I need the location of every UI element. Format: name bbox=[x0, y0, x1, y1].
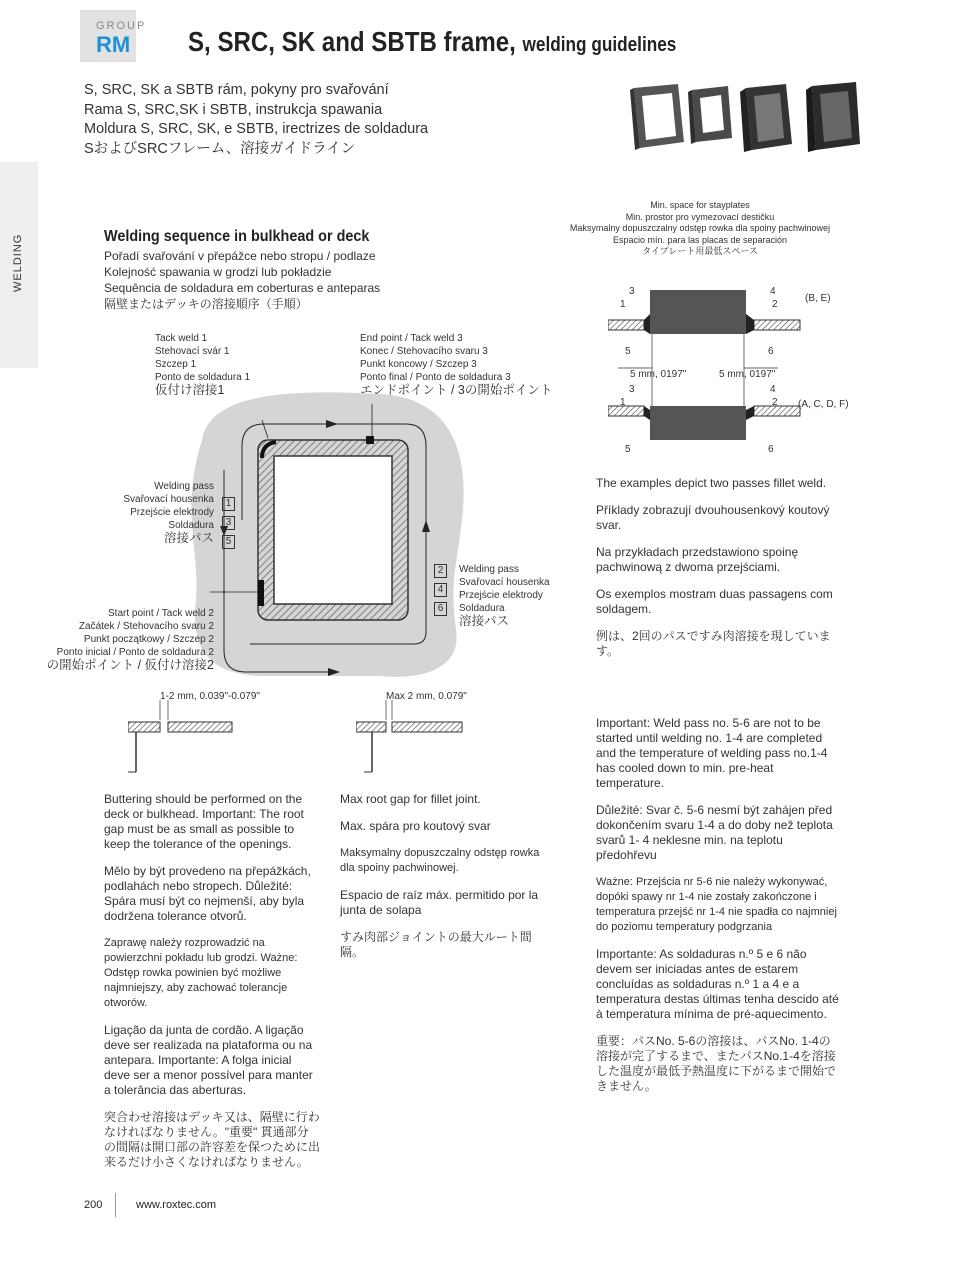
start-line: Ponto inicial / Ponto de soldadura 2 bbox=[56, 647, 214, 658]
col3-paragraph: Důležité: Svar č. 5-6 nesmí být zahájen před dokončením svaru 1-4 a do doby než teplota svarů 1- 4 neklesne min. na teplotu předohřevu bbox=[596, 803, 833, 862]
start-line: Začátek / Stehovacího svaru 2 bbox=[78, 621, 214, 632]
stayplate-labels bbox=[550, 200, 850, 258]
butt-joint-diagram bbox=[128, 696, 238, 776]
column-root-gap bbox=[340, 792, 550, 972]
col2-paragraph: すみ肉部ジョイントの最大ルート間隔。 bbox=[340, 930, 532, 959]
col1-paragraph: Mělo by být provedeno na přepážkách, podlahách nebo stropech. Důležité: Spára musí být co nejmenší, aby byla dodržena tolerance otvorů. bbox=[104, 864, 311, 923]
pass-right-numbers bbox=[434, 564, 447, 616]
pass-number-box: 2 bbox=[434, 564, 447, 578]
intro-translations bbox=[84, 81, 428, 159]
endpoint-line: Ponto final / Ponto de soldadura 3 bbox=[360, 372, 511, 383]
tack-weld-1-labels bbox=[155, 332, 250, 397]
pass-right-line: 溶接パス bbox=[459, 614, 510, 628]
pass-right-line: Svařovací housenka bbox=[459, 577, 550, 588]
start-point-labels bbox=[40, 607, 214, 672]
endpoint-line: End point / Tack weld 3 bbox=[360, 333, 463, 344]
fillet-text: 例は、2回のパスですみ肉溶接を現しています。 bbox=[596, 629, 831, 658]
start-line: の開始ポイント / 仮付け溶接2 bbox=[46, 658, 214, 672]
endpoint-line: エンドポイント / 3の開始ポイント bbox=[360, 383, 553, 397]
tack1-line: Tack weld 1 bbox=[155, 333, 208, 344]
intro-line: S, SRC, SK a SBTB rám, pokyny pro svařování bbox=[84, 82, 389, 98]
fillet-gap-diagram bbox=[356, 696, 466, 776]
frame-image-src bbox=[688, 86, 732, 144]
side-tab-label: WELDING bbox=[12, 233, 24, 292]
fillet-text: Os exemplos mostram duas passagens com soldagem. bbox=[596, 587, 833, 616]
pass-number-box: 4 bbox=[434, 583, 447, 597]
col1-paragraph: Zaprawę należy rozprowadzić na powierzchni pokładu lub grodzi. Ważne: Odstęp rowka powinien być możliwe najmniejszy, aby zachować tolerancje otworów. bbox=[104, 937, 298, 1009]
tack1-line: Ponto de soldadura 1 bbox=[155, 372, 251, 383]
pass-right-line: Welding pass bbox=[459, 564, 519, 575]
pass-right-line: Przejście elektrody bbox=[459, 590, 543, 601]
fillet-num: 3 bbox=[629, 286, 635, 297]
footer-url[interactable]: www.roxtec.com bbox=[136, 1199, 217, 1211]
intro-line: Rama S, SRC,SK i SBTB, instrukcja spawania bbox=[84, 101, 383, 118]
sequence-translations bbox=[104, 248, 380, 312]
tack1-line: Szczep 1 bbox=[155, 359, 197, 370]
pass-left-numbers bbox=[222, 497, 235, 549]
tack-weld-2-mark bbox=[258, 580, 264, 606]
logo-group-text: GROUP bbox=[96, 20, 147, 32]
sequence-line: 隔壁またはデッキの溶接順序（手順） bbox=[104, 297, 308, 311]
intro-line: Moldura S, SRC, SK, e SBTB, irectrizes de soldadura bbox=[84, 121, 429, 137]
frame-opening bbox=[274, 456, 392, 604]
fillet-text: Příklady zobrazují dvouhousenkový koutový svar. bbox=[596, 503, 830, 532]
start-line: Start point / Tack weld 2 bbox=[108, 608, 214, 619]
column-buttering bbox=[104, 792, 320, 1182]
col3-paragraph: Importante: As soldaduras n.º 5 e 6 não devem ser iniciadas antes de estarem concluídas as soldaduras n.º 1 a 4 e a temperatura destas últimas tenha descido até à temperatura mínima de pré-aquecimento. bbox=[596, 947, 839, 1021]
fillet-text: The examples depict two passes fillet weld. bbox=[596, 476, 827, 490]
welding-pass-left-labels bbox=[100, 480, 214, 545]
footer-divider bbox=[115, 1193, 116, 1217]
stayplate-line: Espacio mín. para las placas de separación bbox=[612, 234, 788, 245]
gap-left-label: 1-2 mm, 0.039"-0.079" bbox=[160, 691, 260, 702]
col3-paragraph: 重要：パスNo. 5-6の溶接は、パスNo. 1-4の溶接が完了するまで、またパスNo.1-4を溶接した温度が最低予熱温度に下がるまで開始できません。 bbox=[596, 1034, 837, 1093]
col2-paragraph: Max. spára pro koutový svar bbox=[340, 819, 491, 833]
pass-number-box: 5 bbox=[222, 535, 235, 549]
logo-badge bbox=[80, 10, 136, 62]
gap-mid-label: Max 2 mm, 0.079" bbox=[386, 691, 467, 702]
fillet-num: 1 bbox=[620, 299, 626, 310]
col1-paragraph: Ligação da junta de cordão. A ligação deve ser realizada na plataforma ou na antepara. Importante: A folga inicial deve ser a menor possível para manter a tolerância das aberturas. bbox=[104, 1023, 313, 1097]
page-title bbox=[188, 26, 676, 58]
title-main: S, SRC, SK and SBTB frame, bbox=[188, 26, 516, 57]
tack1-line: 仮付け溶接1 bbox=[155, 383, 225, 397]
label-be: (B, E) bbox=[805, 293, 831, 304]
fillet-description bbox=[596, 476, 846, 671]
pass-number-box: 6 bbox=[434, 602, 447, 616]
sequence-title: Welding sequence in bulkhead or deck bbox=[104, 228, 370, 245]
tack-weld-3-mark bbox=[366, 436, 374, 444]
pass-number-box: 1 bbox=[222, 497, 235, 511]
pass-left-line: 溶接パス bbox=[163, 531, 214, 545]
col1-paragraph: 突合わせ溶接はデッキ又は、隔壁に行わなければなりません。"重要" 貫通部分の間隔は開口部の許容差を保つために出来るだけ小さくなければなりません。 bbox=[104, 1110, 321, 1169]
pass-left-line: Soldadura bbox=[168, 520, 214, 531]
sequence-line: Pořadí svařování v přepážce nebo stropu / podlaze bbox=[104, 249, 376, 263]
fillet-num: 4 bbox=[770, 384, 776, 395]
stayplate-line: Maksymalny dopuszczalny odstęp rowka dla spoiny pachwinowej bbox=[569, 223, 831, 233]
pass-number-box: 3 bbox=[222, 516, 235, 530]
col3-paragraph: Ważne: Przejścia nr 5-6 nie należy wykonywać, dopóki spawy nr 1-4 nie zostały zakończone i temperatura przejść nr 1-4 nie spadła co najmniej do poziomu temperatury podgrzania bbox=[596, 876, 837, 933]
dim-left: 5 mm, 0197" bbox=[630, 369, 687, 380]
logo-brand: RM bbox=[96, 32, 131, 57]
fillet-num: 6 bbox=[768, 346, 774, 357]
label-acdf: (A, C, D, F) bbox=[798, 399, 849, 410]
stayplate-line: Min. prostor pro vymezovací destičku bbox=[625, 211, 775, 222]
col2-paragraph: Maksymalny dopuszczalny odstęp rowka dla spoiny pachwinowej. bbox=[340, 847, 540, 874]
frame-image-s bbox=[630, 84, 684, 150]
col2-paragraph: Espacio de raíz máx. permitido por la junta de solapa bbox=[340, 888, 539, 917]
column-important bbox=[596, 716, 840, 1106]
side-tab bbox=[0, 162, 38, 368]
pass-right-line: Soldadura bbox=[459, 603, 505, 614]
frame-image-sk bbox=[740, 84, 792, 152]
stayplate-line: Min. space for stayplates bbox=[650, 200, 750, 210]
intro-line: SおよびSRCフレーム、溶接ガイドライン bbox=[84, 140, 356, 157]
fillet-num: 6 bbox=[768, 444, 774, 455]
fillet-num: 1 bbox=[620, 397, 626, 408]
endpoint-line: Punkt koncowy / Szczep 3 bbox=[360, 359, 477, 370]
fillet-num: 3 bbox=[629, 384, 635, 395]
pass-left-line: Przejście elektrody bbox=[130, 507, 214, 518]
sequence-line: Kolejność spawania w grodzi lub pokładzie bbox=[104, 265, 332, 279]
endpoint-labels bbox=[360, 332, 552, 397]
fillet-num: 4 bbox=[770, 286, 776, 297]
frame-image-sbtb bbox=[806, 82, 860, 152]
col2-paragraph: Max root gap for fillet joint. bbox=[340, 792, 481, 806]
fillet-num: 2 bbox=[772, 299, 778, 310]
pass-left-line: Welding pass bbox=[154, 481, 214, 492]
col1-paragraph: Buttering should be performed on the deck or bulkhead. Important: The root gap must be as small as possible to keep the tolerance of the openings. bbox=[104, 792, 304, 851]
tack1-line: Stehovací svár 1 bbox=[155, 346, 230, 357]
endpoint-line: Konec / Stehovacího svaru 3 bbox=[360, 346, 488, 357]
title-sub: welding guidelines bbox=[522, 34, 677, 56]
welding-pass-right-labels bbox=[459, 563, 550, 628]
stayplate-line: タイプレート用最低スペース bbox=[642, 246, 758, 256]
fillet-num: 5 bbox=[625, 346, 631, 357]
page-number: 200 bbox=[84, 1199, 103, 1211]
col3-paragraph: Important: Weld pass no. 5-6 are not to be started until welding no. 1-4 are completed and the temperature of welding pass no.1-4 has cooled down to min. pre-heat temperature. bbox=[596, 716, 828, 790]
dim-right: 5 mm, 0197" bbox=[719, 369, 776, 380]
fillet-num: 2 bbox=[772, 397, 778, 408]
fillet-text: Na przykładach przedstawiono spoinę pachwinową z dwoma przejściami. bbox=[596, 545, 799, 574]
start-line: Punkt początkowy / Szczep 2 bbox=[83, 634, 214, 645]
sequence-line: Sequência de soldadura em coberturas e anteparas bbox=[104, 281, 381, 295]
fillet-num: 5 bbox=[625, 444, 631, 455]
frame-product-images bbox=[620, 78, 870, 158]
pass-left-line: Svařovací housenka bbox=[123, 494, 214, 505]
